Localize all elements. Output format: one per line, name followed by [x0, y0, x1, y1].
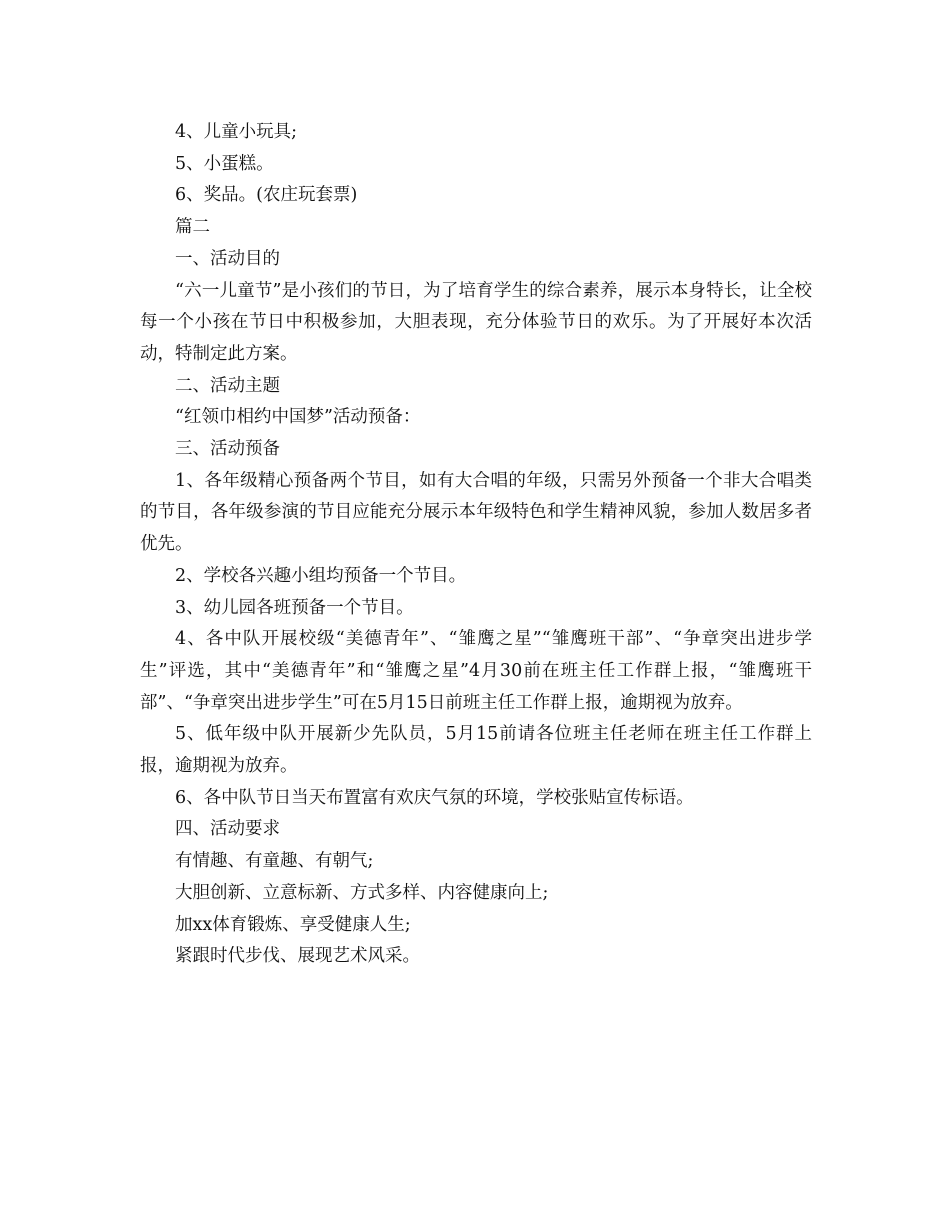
prep-item-4: 4、各中队开展校级“美德青年”、“雏鹰之星”“雏鹰班干部”、“争章突出进步学生”评选，其中“美德青年”和“雏鹰之星”4月30前在班主任工作群上报，“雏鹰班干部”、“争章突出进步学生”可在5月15日前班主任工作群上报，逾期视为放弃。: [140, 629, 812, 713]
prep-item-2: 2、学校各兴趣小组均预备一个节目。: [175, 565, 467, 586]
list-item-toys: 4、儿童小玩具;: [175, 122, 298, 142]
list-item-prizes: 6、奖品。(农庄玩套票): [175, 185, 358, 206]
prep-item-5: 5、低年级中队开展新少先队员，5月15前请各位班主任老师在班主任工作群上报，逾期视为放弃。: [140, 724, 812, 777]
prep-item-3: 3、幼儿园各班预备一个节目。: [175, 597, 414, 618]
requirement-item-2: 大胆创新、立意标新、方式多样、内容健康向上;: [175, 882, 549, 903]
prep-item-1: 1、各年级精心预备两个节目，如有大合唱的年级，只需另外预备一个非大合唱类的节目，各年级参演的节目应能充分展示本年级特色和学生精神风貌，参加人数居多者优先。: [140, 470, 812, 555]
requirement-item-4: 紧跟时代步伐、展现艺术风采。: [175, 946, 420, 967]
list-item-cake: 5、小蛋糕。: [175, 153, 274, 174]
heading-activity-purpose: 一、活动目的: [175, 248, 280, 269]
document-body: [140, 117, 812, 973]
requirement-item-1: 有情趣、有童趣、有朝气;: [175, 851, 374, 872]
paragraph-activity-purpose: “六一儿童节”是小孩们的节日，为了培育学生的综合素养，展示本身特长，让全校每一个小孩在节日中积极参加，大胆表现，充分体验节日的欢乐。为了开展好本次活动，特制定此方案。: [140, 280, 812, 364]
paragraph-activity-theme: “红领巾相约中国梦”活动预备：: [175, 407, 421, 428]
heading-activity-theme: 二、活动主题: [175, 375, 280, 396]
heading-activity-preparation: 三、活动预备: [175, 439, 280, 460]
heading-activity-requirements: 四、活动要求: [175, 819, 280, 840]
prep-item-6: 6、各中队节日当天布置富有欢庆气氛的环境，学校张贴宣传标语。: [175, 787, 694, 808]
section-label-part-two: 篇二: [175, 217, 210, 238]
requirement-item-3: 加xx体育锻炼、享受健康人生;: [175, 914, 411, 935]
